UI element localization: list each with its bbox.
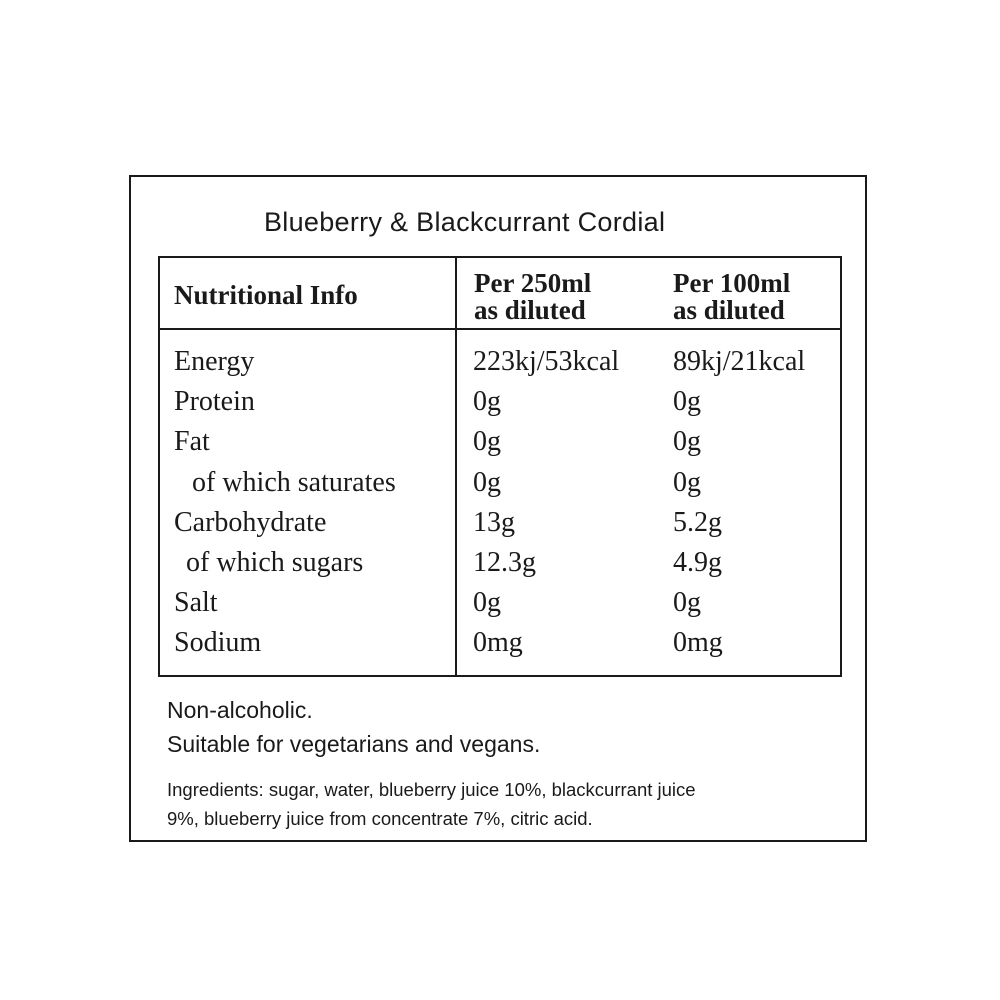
- row-label: Fat: [174, 426, 210, 458]
- row-value-per-100ml: 89kj/21kcal: [673, 346, 806, 377]
- row-value-per-100ml: 0g: [673, 466, 701, 498]
- header-divider: [160, 328, 840, 330]
- table-row-sodium: [160, 627, 840, 667]
- row-value-per-250ml: 0g: [473, 466, 501, 498]
- row-value-per-100ml: 5.2g: [673, 506, 722, 538]
- header-nutritional-info: Nutritional Info: [174, 280, 358, 310]
- row-value-per-100ml: 0g: [673, 426, 701, 458]
- ingredients-text: [167, 775, 767, 833]
- label-notes: [167, 693, 767, 833]
- table-row-fat: [160, 426, 840, 466]
- row-value-per-100ml: 0g: [673, 587, 701, 619]
- ingredients-line2: 9%, blueberry juice from concentrate 7%, citric acid.: [167, 808, 593, 829]
- header-per-250ml: [474, 270, 654, 324]
- row-label: Carbohydrate: [174, 506, 327, 538]
- non-alcoholic-note: Non-alcoholic.: [167, 697, 313, 723]
- row-label: Energy: [174, 346, 255, 377]
- vegan-note: Suitable for vegetarians and vegans.: [167, 731, 541, 757]
- header-per-250ml-line2: as diluted: [474, 295, 586, 325]
- nutrition-rows: [160, 346, 840, 668]
- row-label: of which sugars: [186, 546, 364, 578]
- row-label: Salt: [174, 587, 218, 619]
- ingredients-line1: Ingredients: sugar, water, blueberry juice 10%, blackcurrant juice: [167, 779, 696, 800]
- table-row-energy: [160, 346, 840, 386]
- row-value-per-100ml: 0mg: [673, 627, 723, 659]
- nutrition-table: [158, 256, 842, 677]
- row-label: Protein: [174, 386, 255, 418]
- row-value-per-250ml: 0g: [473, 587, 501, 619]
- row-value-per-250ml: 12.3g: [473, 546, 536, 578]
- table-row-sugars: [160, 547, 840, 587]
- header-per-100ml-line2: as diluted: [673, 295, 785, 325]
- row-value-per-250ml: 0g: [473, 386, 501, 418]
- table-row-protein: [160, 386, 840, 426]
- header-per-250ml-line1: Per 250ml: [474, 268, 592, 298]
- header-per-100ml: [673, 270, 853, 324]
- row-value-per-250ml: 0mg: [473, 627, 523, 659]
- row-value-per-100ml: 0g: [673, 386, 701, 418]
- header-per-100ml-line1: Per 100ml: [673, 268, 791, 298]
- row-value-per-250ml: 223kj/53kcal: [473, 346, 620, 377]
- table-row-salt: [160, 587, 840, 627]
- row-value-per-100ml: 4.9g: [673, 546, 722, 578]
- nutrition-label: [129, 175, 867, 842]
- row-label: Sodium: [174, 627, 262, 659]
- row-value-per-250ml: 0g: [473, 426, 501, 458]
- table-row-carbohydrate: [160, 507, 840, 547]
- row-value-per-250ml: 13g: [473, 506, 515, 538]
- table-row-saturates: [160, 467, 840, 507]
- row-label: of which saturates: [192, 466, 396, 498]
- product-title: Blueberry & Blackcurrant Cordial: [264, 207, 666, 237]
